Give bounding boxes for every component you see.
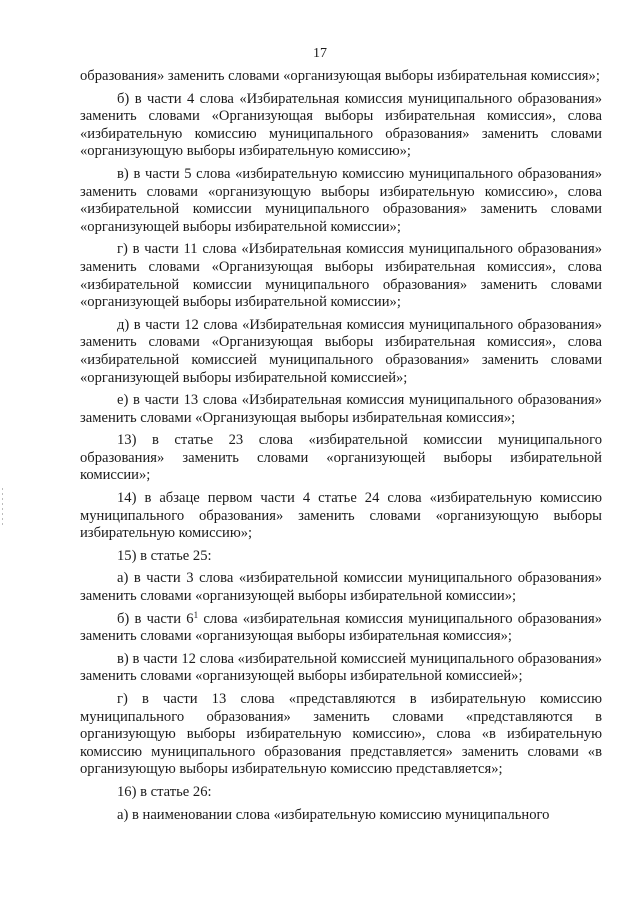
paragraph: образования» заменить словами «организующая выборы избирательная комиссия»; xyxy=(80,68,600,84)
paragraph-rest: слова «избирательная комиссия муниципального образования» заменить словами «организующая выборы избирательная комиссия»; xyxy=(80,610,602,645)
paragraph: а) в наименовании слова «избирательную комиссию муниципального xyxy=(117,806,550,823)
paragraph: 15) в статье 25: xyxy=(117,547,212,564)
paragraph: г) в части 11 слова «Избирательная комиссия муниципального образования» заменить словами «Организующая выборы избирательная комиссия», слова «избирательной комиссии муниципального образования» заменить словами «организующей выборы избирательной комиссии»; xyxy=(80,241,602,311)
paragraph: 14) в абзаце первом части 4 статье 24 слова «избирательную комиссию муниципального образования» заменить словами «организующую выборы избирательную комиссию»; xyxy=(80,490,602,542)
page-number: 17 xyxy=(313,46,327,61)
paragraph: в) в части 12 слова «избирательной комиссией муниципального образования» заменить словами «организующей выборы избирательной комиссией»; xyxy=(80,650,602,685)
paragraph: д) в части 12 слова «Избирательная комиссия муниципального образования» заменить словами «Организующая выборы избирательная комиссия», слова «избирательной комиссией муниципального образования» заменить словами «организующей выборы избирательной комиссией»; xyxy=(80,316,602,386)
scan-edge-mark xyxy=(2,488,3,528)
paragraph: а) в части 3 слова «избирательной комиссии муниципального образования» заменить словами «организующей выборы избирательной комиссии»; xyxy=(80,570,602,605)
paragraph-lead: б) в части 6 xyxy=(117,610,194,627)
paragraph: е) в части 13 слова «Избирательная комиссия муниципального образования» заменить словами «Организующая выборы избирательная комиссия»; xyxy=(80,392,602,426)
superscript-index: 1 xyxy=(193,609,199,620)
paragraph: 13) в статье 23 слова «избирательной комиссии муниципального образования» заменить словами «организующей выборы избирательной комиссии»; xyxy=(80,432,602,484)
document-body xyxy=(80,68,602,829)
paragraph: б) в части 4 слова «Избирательная комиссия муниципального образования» заменить словами «Организующая выборы избирательная комиссия», слова «избирательную комиссию муниципального образования» заменить словами «организующую выборы избирательную комиссию»; xyxy=(80,90,602,160)
paragraph xyxy=(80,611,602,646)
paragraph: 16) в статье 26: xyxy=(117,783,212,800)
paragraph: в) в части 5 слова «избирательную комиссию муниципального образования» заменить словами «организующую выборы избирательную комиссию», слова «избирательной комиссии муниципального образования» заменить словами «организующей выборы избирательной комиссии»; xyxy=(80,165,602,235)
paragraph: г) в части 13 слова «представляются в избирательную комиссию муниципального образования» заменить словами «представляются в организующую выборы избирательную комиссию», слова «в избирательную комиссию муниципального образования представляется» заменить словами «в организующую выборы избирательную комиссию представляется»; xyxy=(80,691,602,778)
